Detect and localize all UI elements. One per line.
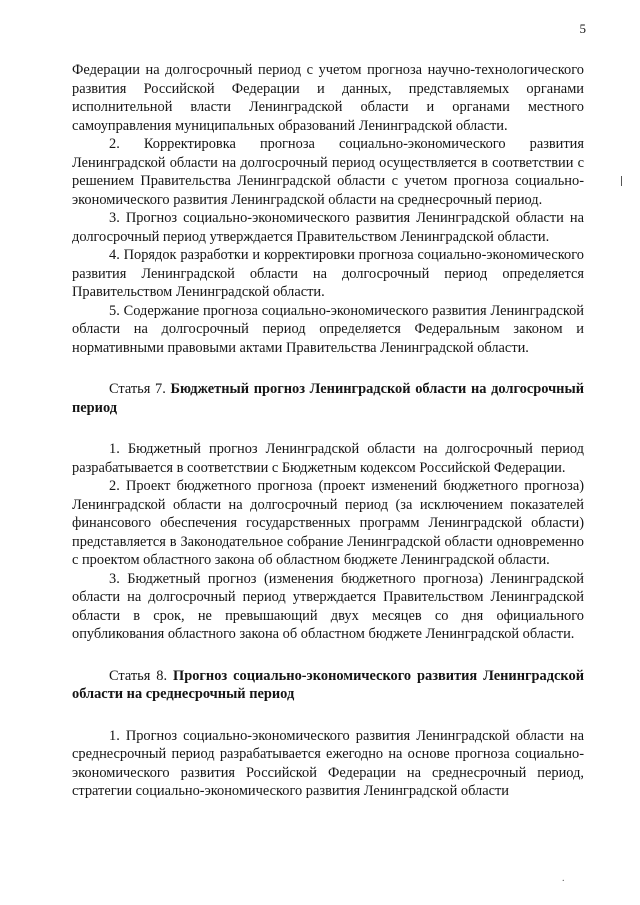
paragraph-continuation: Федерации на долгосрочный период с учетом прогноза научно-технологического развития Российской Федерации и данных, представляемых органами исполнительной власти Ленинградской области и органами местного самоуправления муниципальных образований Ленинградской области.	[72, 62, 584, 134]
article-8-paragraph: 1. Прогноз социально-экономического развития Ленинградской области на среднесрочный период разрабатывается ежегодно на основе прогноза социально-экономического развития Российской Федерации на среднесрочный период, стратегии социально-экономического развития Ленинградской области	[72, 727, 584, 799]
article-8-title: Прогноз социально-экономического развития Ленинградской области на среднесрочный период	[72, 667, 585, 702]
paragraph: 2. Корректировка прогноза социально-экономического развития Ленинградской области на долгосрочный период осуществляется в соответствии с решением Правительства Ленинградской области с учетом прогноза социально-экономического развития Ленинградской области на среднесрочный период.	[72, 136, 584, 208]
article-8-heading	[72, 667, 584, 704]
article-7-prefix: Статья 7.	[109, 381, 166, 397]
article-7-title: Бюджетный прогноз Ленинградской области на долгосрочный период	[72, 381, 585, 416]
article-7-heading	[72, 380, 584, 417]
scan-speck: .	[562, 873, 565, 884]
article-7-paragraph: 3. Бюджетный прогноз (изменения бюджетного прогноза) Ленинградской области на долгосрочный период утверждается Правительством Ленинградской области в срок, не превышающий двух месяцев со дня официального опубликования областного закона об областном бюджете Ленинградской области.	[72, 570, 584, 642]
paragraph: 4. Порядок разработки и корректировки прогноза социально-экономического развития Ленинградской области на долгосрочный период определяется Правительством Ленинградской области.	[72, 247, 584, 300]
margin-mark	[621, 176, 622, 186]
document-body	[72, 61, 584, 801]
paragraph: 5. Содержание прогноза социально-экономического развития Ленинградской области на долгосрочный период определяется Федеральным законом и нормативными правовыми актами Правительства Ленинградской области.	[72, 302, 584, 356]
article-7-paragraph: 2. Проект бюджетного прогноза (проект изменений бюджетного прогноза) Ленинградской области на долгосрочный период (за исключением показателей финансового обеспечения государственных программ Ленинградской области) представляется в Законодательное собрание Ленинградской области одновременно с проектом областного закона об областном бюджете Ленинградской области.	[72, 478, 584, 568]
article-7-paragraph: 1. Бюджетный прогноз Ленинградской области на долгосрочный период разрабатывается в соответствии с Бюджетным кодексом Российской Федерации.	[72, 441, 584, 476]
article-8-prefix: Статья 8.	[109, 667, 168, 684]
page-number: 5	[579, 21, 586, 36]
paragraph: 3. Прогноз социально-экономического развития Ленинградской области на долгосрочный период утверждается Правительством Ленинградской области.	[72, 210, 584, 245]
